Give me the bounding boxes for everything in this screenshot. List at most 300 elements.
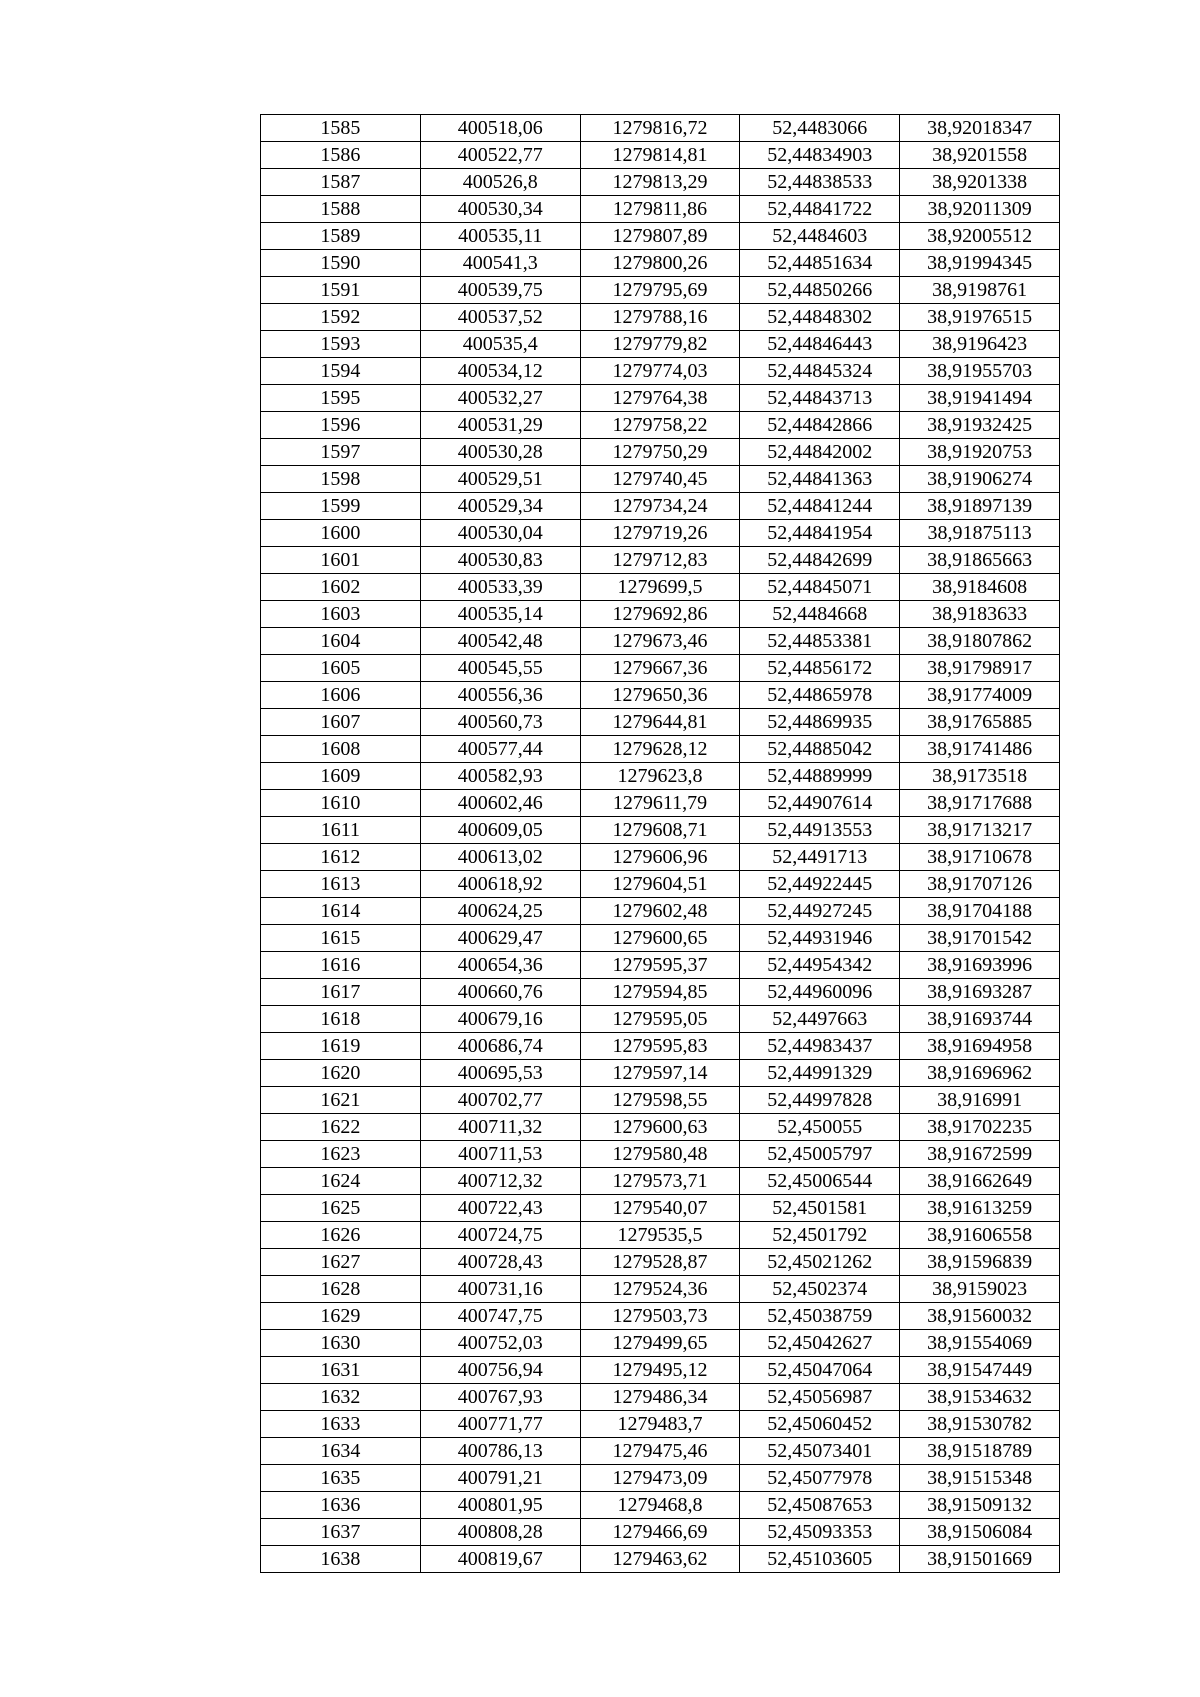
latitude-cell: 52,44848302 [740,304,900,331]
x-coordinate-cell: 400518,06 [420,115,580,142]
longitude-cell: 38,91713217 [900,817,1060,844]
table-row [261,169,1060,196]
longitude-cell: 38,9183633 [900,601,1060,628]
longitude-cell: 38,91693287 [900,979,1060,1006]
latitude-cell: 52,44846443 [740,331,900,358]
x-coordinate-cell: 400629,47 [420,925,580,952]
longitude-cell: 38,91701542 [900,925,1060,952]
y-coordinate-cell: 1279608,71 [580,817,740,844]
latitude-cell: 52,44997828 [740,1087,900,1114]
x-coordinate-cell: 400533,39 [420,574,580,601]
table-row [261,304,1060,331]
table-row [261,1060,1060,1087]
longitude-cell: 38,91955703 [900,358,1060,385]
y-coordinate-cell: 1279774,03 [580,358,740,385]
latitude-cell: 52,44922445 [740,871,900,898]
point-number-cell: 1635 [261,1465,421,1492]
table-row [261,1384,1060,1411]
point-number-cell: 1613 [261,871,421,898]
longitude-cell: 38,91941494 [900,385,1060,412]
table-row [261,817,1060,844]
table-row [261,1006,1060,1033]
table-row [261,547,1060,574]
table-row [261,223,1060,250]
x-coordinate-cell: 400711,32 [420,1114,580,1141]
x-coordinate-cell: 400535,14 [420,601,580,628]
y-coordinate-cell: 1279758,22 [580,412,740,439]
x-coordinate-cell: 400660,76 [420,979,580,1006]
x-coordinate-cell: 400529,34 [420,493,580,520]
latitude-cell: 52,44913553 [740,817,900,844]
point-number-cell: 1630 [261,1330,421,1357]
y-coordinate-cell: 1279595,83 [580,1033,740,1060]
latitude-cell: 52,44991329 [740,1060,900,1087]
point-number-cell: 1585 [261,115,421,142]
point-number-cell: 1608 [261,736,421,763]
point-number-cell: 1634 [261,1438,421,1465]
latitude-cell: 52,4483066 [740,115,900,142]
y-coordinate-cell: 1279673,46 [580,628,740,655]
x-coordinate-cell: 400724,75 [420,1222,580,1249]
x-coordinate-cell: 400747,75 [420,1303,580,1330]
x-coordinate-cell: 400618,92 [420,871,580,898]
latitude-cell: 52,44927245 [740,898,900,925]
table-row [261,1114,1060,1141]
table-row [261,1222,1060,1249]
coordinates-table [260,114,1060,1573]
y-coordinate-cell: 1279602,48 [580,898,740,925]
latitude-cell: 52,4484668 [740,601,900,628]
y-coordinate-cell: 1279719,26 [580,520,740,547]
table-row [261,1492,1060,1519]
point-number-cell: 1619 [261,1033,421,1060]
y-coordinate-cell: 1279734,24 [580,493,740,520]
y-coordinate-cell: 1279800,26 [580,250,740,277]
y-coordinate-cell: 1279628,12 [580,736,740,763]
y-coordinate-cell: 1279595,37 [580,952,740,979]
y-coordinate-cell: 1279503,73 [580,1303,740,1330]
longitude-cell: 38,91501669 [900,1546,1060,1573]
point-number-cell: 1617 [261,979,421,1006]
latitude-cell: 52,45060452 [740,1411,900,1438]
x-coordinate-cell: 400531,29 [420,412,580,439]
latitude-cell: 52,44842866 [740,412,900,439]
y-coordinate-cell: 1279495,12 [580,1357,740,1384]
point-number-cell: 1595 [261,385,421,412]
point-number-cell: 1593 [261,331,421,358]
table-row [261,1141,1060,1168]
latitude-cell: 52,4501581 [740,1195,900,1222]
point-number-cell: 1627 [261,1249,421,1276]
y-coordinate-cell: 1279816,72 [580,115,740,142]
point-number-cell: 1603 [261,601,421,628]
latitude-cell: 52,45073401 [740,1438,900,1465]
x-coordinate-cell: 400537,52 [420,304,580,331]
point-number-cell: 1597 [261,439,421,466]
longitude-cell: 38,91906274 [900,466,1060,493]
y-coordinate-cell: 1279600,65 [580,925,740,952]
longitude-cell: 38,9201558 [900,142,1060,169]
y-coordinate-cell: 1279764,38 [580,385,740,412]
y-coordinate-cell: 1279813,29 [580,169,740,196]
table-row [261,1303,1060,1330]
longitude-cell: 38,91976515 [900,304,1060,331]
latitude-cell: 52,450055 [740,1114,900,1141]
latitude-cell: 52,4484603 [740,223,900,250]
table-row [261,898,1060,925]
point-number-cell: 1609 [261,763,421,790]
table-row [261,574,1060,601]
latitude-cell: 52,44869935 [740,709,900,736]
x-coordinate-cell: 400526,8 [420,169,580,196]
y-coordinate-cell: 1279535,5 [580,1222,740,1249]
y-coordinate-cell: 1279788,16 [580,304,740,331]
y-coordinate-cell: 1279667,36 [580,655,740,682]
x-coordinate-cell: 400539,75 [420,277,580,304]
y-coordinate-cell: 1279580,48 [580,1141,740,1168]
x-coordinate-cell: 400728,43 [420,1249,580,1276]
longitude-cell: 38,91765885 [900,709,1060,736]
latitude-cell: 52,44856172 [740,655,900,682]
longitude-cell: 38,91696962 [900,1060,1060,1087]
latitude-cell: 52,44841722 [740,196,900,223]
latitude-cell: 52,45077978 [740,1465,900,1492]
longitude-cell: 38,91707126 [900,871,1060,898]
latitude-cell: 52,45038759 [740,1303,900,1330]
y-coordinate-cell: 1279573,71 [580,1168,740,1195]
point-number-cell: 1596 [261,412,421,439]
table-row [261,601,1060,628]
latitude-cell: 52,44841363 [740,466,900,493]
y-coordinate-cell: 1279528,87 [580,1249,740,1276]
x-coordinate-cell: 400577,44 [420,736,580,763]
longitude-cell: 38,91994345 [900,250,1060,277]
latitude-cell: 52,44851634 [740,250,900,277]
table-row [261,277,1060,304]
longitude-cell: 38,91717688 [900,790,1060,817]
longitude-cell: 38,91547449 [900,1357,1060,1384]
x-coordinate-cell: 400556,36 [420,682,580,709]
table-row [261,655,1060,682]
table-row [261,871,1060,898]
point-number-cell: 1614 [261,898,421,925]
longitude-cell: 38,91865663 [900,547,1060,574]
table-row [261,115,1060,142]
y-coordinate-cell: 1279499,65 [580,1330,740,1357]
x-coordinate-cell: 400560,73 [420,709,580,736]
point-number-cell: 1590 [261,250,421,277]
longitude-cell: 38,91534632 [900,1384,1060,1411]
latitude-cell: 52,45006544 [740,1168,900,1195]
longitude-cell: 38,91798917 [900,655,1060,682]
y-coordinate-cell: 1279598,55 [580,1087,740,1114]
x-coordinate-cell: 400712,32 [420,1168,580,1195]
y-coordinate-cell: 1279623,8 [580,763,740,790]
latitude-cell: 52,44845071 [740,574,900,601]
table-row [261,1249,1060,1276]
y-coordinate-cell: 1279606,96 [580,844,740,871]
point-number-cell: 1621 [261,1087,421,1114]
longitude-cell: 38,91897139 [900,493,1060,520]
point-number-cell: 1636 [261,1492,421,1519]
longitude-cell: 38,91530782 [900,1411,1060,1438]
latitude-cell: 52,44960096 [740,979,900,1006]
table-row [261,466,1060,493]
table-row [261,790,1060,817]
latitude-cell: 52,44841244 [740,493,900,520]
x-coordinate-cell: 400801,95 [420,1492,580,1519]
table-row [261,1357,1060,1384]
x-coordinate-cell: 400819,67 [420,1546,580,1573]
table-row [261,628,1060,655]
x-coordinate-cell: 400722,43 [420,1195,580,1222]
x-coordinate-cell: 400535,4 [420,331,580,358]
latitude-cell: 52,4497663 [740,1006,900,1033]
point-number-cell: 1601 [261,547,421,574]
point-number-cell: 1611 [261,817,421,844]
point-number-cell: 1606 [261,682,421,709]
x-coordinate-cell: 400771,77 [420,1411,580,1438]
y-coordinate-cell: 1279814,81 [580,142,740,169]
table-row [261,682,1060,709]
latitude-cell: 52,45056987 [740,1384,900,1411]
longitude-cell: 38,9201338 [900,169,1060,196]
table-row [261,1546,1060,1573]
longitude-cell: 38,91875113 [900,520,1060,547]
y-coordinate-cell: 1279600,63 [580,1114,740,1141]
y-coordinate-cell: 1279597,14 [580,1060,740,1087]
longitude-cell: 38,91554069 [900,1330,1060,1357]
longitude-cell: 38,91710678 [900,844,1060,871]
table-row [261,250,1060,277]
y-coordinate-cell: 1279468,8 [580,1492,740,1519]
y-coordinate-cell: 1279795,69 [580,277,740,304]
latitude-cell: 52,44842699 [740,547,900,574]
latitude-cell: 52,44885042 [740,736,900,763]
point-number-cell: 1618 [261,1006,421,1033]
table-row [261,331,1060,358]
longitude-cell: 38,91518789 [900,1438,1060,1465]
table-row [261,1519,1060,1546]
x-coordinate-cell: 400535,11 [420,223,580,250]
longitude-cell: 38,91702235 [900,1114,1060,1141]
x-coordinate-cell: 400545,55 [420,655,580,682]
y-coordinate-cell: 1279540,07 [580,1195,740,1222]
y-coordinate-cell: 1279644,81 [580,709,740,736]
y-coordinate-cell: 1279594,85 [580,979,740,1006]
y-coordinate-cell: 1279740,45 [580,466,740,493]
table-row [261,925,1060,952]
point-number-cell: 1612 [261,844,421,871]
x-coordinate-cell: 400756,94 [420,1357,580,1384]
point-number-cell: 1598 [261,466,421,493]
point-number-cell: 1591 [261,277,421,304]
point-number-cell: 1638 [261,1546,421,1573]
latitude-cell: 52,44931946 [740,925,900,952]
longitude-cell: 38,91693744 [900,1006,1060,1033]
table-row [261,979,1060,1006]
table-row [261,1168,1060,1195]
x-coordinate-cell: 400542,48 [420,628,580,655]
y-coordinate-cell: 1279712,83 [580,547,740,574]
longitude-cell: 38,9173518 [900,763,1060,790]
latitude-cell: 52,4502374 [740,1276,900,1303]
table-row [261,1276,1060,1303]
x-coordinate-cell: 400767,93 [420,1384,580,1411]
latitude-cell: 52,44845324 [740,358,900,385]
point-number-cell: 1632 [261,1384,421,1411]
point-number-cell: 1594 [261,358,421,385]
table-row [261,844,1060,871]
table-row [261,412,1060,439]
latitude-cell: 52,44838533 [740,169,900,196]
y-coordinate-cell: 1279486,34 [580,1384,740,1411]
latitude-cell: 52,44843713 [740,385,900,412]
y-coordinate-cell: 1279811,86 [580,196,740,223]
point-number-cell: 1604 [261,628,421,655]
x-coordinate-cell: 400808,28 [420,1519,580,1546]
point-number-cell: 1610 [261,790,421,817]
latitude-cell: 52,45103605 [740,1546,900,1573]
point-number-cell: 1626 [261,1222,421,1249]
x-coordinate-cell: 400530,28 [420,439,580,466]
longitude-cell: 38,91672599 [900,1141,1060,1168]
point-number-cell: 1589 [261,223,421,250]
point-number-cell: 1605 [261,655,421,682]
latitude-cell: 52,44850266 [740,277,900,304]
y-coordinate-cell: 1279475,46 [580,1438,740,1465]
y-coordinate-cell: 1279473,09 [580,1465,740,1492]
latitude-cell: 52,45093353 [740,1519,900,1546]
x-coordinate-cell: 400695,53 [420,1060,580,1087]
y-coordinate-cell: 1279463,62 [580,1546,740,1573]
x-coordinate-cell: 400602,46 [420,790,580,817]
point-number-cell: 1588 [261,196,421,223]
y-coordinate-cell: 1279779,82 [580,331,740,358]
latitude-cell: 52,4501792 [740,1222,900,1249]
table-row [261,520,1060,547]
latitude-cell: 52,4491713 [740,844,900,871]
longitude-cell: 38,91694958 [900,1033,1060,1060]
table-row [261,385,1060,412]
x-coordinate-cell: 400534,12 [420,358,580,385]
point-number-cell: 1592 [261,304,421,331]
latitude-cell: 52,44983437 [740,1033,900,1060]
point-number-cell: 1628 [261,1276,421,1303]
longitude-cell: 38,91920753 [900,439,1060,466]
y-coordinate-cell: 1279750,29 [580,439,740,466]
y-coordinate-cell: 1279604,51 [580,871,740,898]
point-number-cell: 1620 [261,1060,421,1087]
table-row [261,1195,1060,1222]
latitude-cell: 52,45042627 [740,1330,900,1357]
y-coordinate-cell: 1279699,5 [580,574,740,601]
longitude-cell: 38,91741486 [900,736,1060,763]
x-coordinate-cell: 400530,83 [420,547,580,574]
y-coordinate-cell: 1279524,36 [580,1276,740,1303]
y-coordinate-cell: 1279595,05 [580,1006,740,1033]
point-number-cell: 1600 [261,520,421,547]
x-coordinate-cell: 400609,05 [420,817,580,844]
table-row [261,1438,1060,1465]
longitude-cell: 38,91506084 [900,1519,1060,1546]
longitude-cell: 38,91606558 [900,1222,1060,1249]
longitude-cell: 38,916991 [900,1087,1060,1114]
longitude-cell: 38,92011309 [900,196,1060,223]
y-coordinate-cell: 1279466,69 [580,1519,740,1546]
point-number-cell: 1622 [261,1114,421,1141]
point-number-cell: 1633 [261,1411,421,1438]
x-coordinate-cell: 400752,03 [420,1330,580,1357]
latitude-cell: 52,44834903 [740,142,900,169]
longitude-cell: 38,91613259 [900,1195,1060,1222]
coordinates-table-body [261,115,1060,1573]
table-row [261,1411,1060,1438]
longitude-cell: 38,91560032 [900,1303,1060,1330]
point-number-cell: 1616 [261,952,421,979]
latitude-cell: 52,45047064 [740,1357,900,1384]
table-row [261,358,1060,385]
latitude-cell: 52,44907614 [740,790,900,817]
x-coordinate-cell: 400702,77 [420,1087,580,1114]
latitude-cell: 52,45087653 [740,1492,900,1519]
x-coordinate-cell: 400711,53 [420,1141,580,1168]
latitude-cell: 52,44865978 [740,682,900,709]
x-coordinate-cell: 400582,93 [420,763,580,790]
longitude-cell: 38,92018347 [900,115,1060,142]
x-coordinate-cell: 400679,16 [420,1006,580,1033]
x-coordinate-cell: 400624,25 [420,898,580,925]
point-number-cell: 1623 [261,1141,421,1168]
table-row [261,763,1060,790]
latitude-cell: 52,44842002 [740,439,900,466]
table-row [261,142,1060,169]
table-row [261,1330,1060,1357]
point-number-cell: 1615 [261,925,421,952]
latitude-cell: 52,44853381 [740,628,900,655]
latitude-cell: 52,45005797 [740,1141,900,1168]
x-coordinate-cell: 400654,36 [420,952,580,979]
table-row [261,736,1060,763]
point-number-cell: 1587 [261,169,421,196]
longitude-cell: 38,9198761 [900,277,1060,304]
x-coordinate-cell: 400686,74 [420,1033,580,1060]
longitude-cell: 38,9184608 [900,574,1060,601]
table-row [261,439,1060,466]
x-coordinate-cell: 400529,51 [420,466,580,493]
x-coordinate-cell: 400541,3 [420,250,580,277]
latitude-cell: 52,45021262 [740,1249,900,1276]
point-number-cell: 1631 [261,1357,421,1384]
point-number-cell: 1624 [261,1168,421,1195]
longitude-cell: 38,91693996 [900,952,1060,979]
longitude-cell: 38,91662649 [900,1168,1060,1195]
y-coordinate-cell: 1279692,86 [580,601,740,628]
point-number-cell: 1637 [261,1519,421,1546]
longitude-cell: 38,91774009 [900,682,1060,709]
x-coordinate-cell: 400522,77 [420,142,580,169]
y-coordinate-cell: 1279483,7 [580,1411,740,1438]
longitude-cell: 38,91509132 [900,1492,1060,1519]
longitude-cell: 38,92005512 [900,223,1060,250]
x-coordinate-cell: 400731,16 [420,1276,580,1303]
table-row [261,196,1060,223]
latitude-cell: 52,44889999 [740,763,900,790]
x-coordinate-cell: 400791,21 [420,1465,580,1492]
longitude-cell: 38,9159023 [900,1276,1060,1303]
x-coordinate-cell: 400613,02 [420,844,580,871]
x-coordinate-cell: 400532,27 [420,385,580,412]
